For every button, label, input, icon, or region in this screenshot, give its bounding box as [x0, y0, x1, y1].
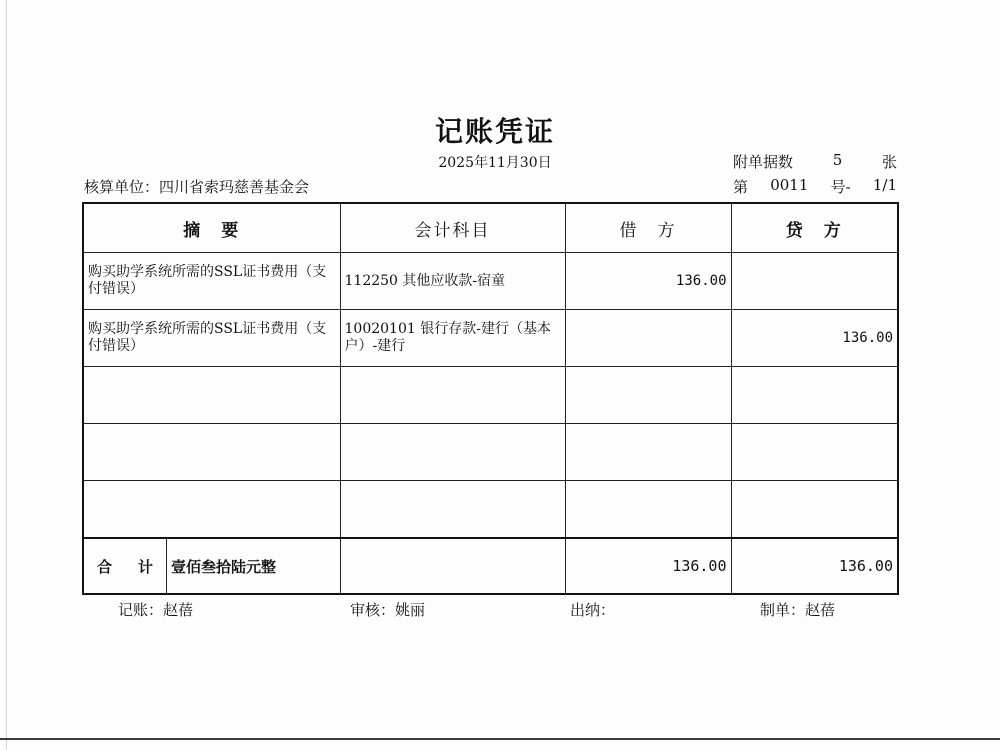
attachment-count	[733, 151, 897, 172]
table-row	[83, 310, 898, 367]
row-summary: 购买助学系统所需的SSL证书费用（支付错误）	[83, 253, 340, 310]
row-debit	[565, 310, 731, 367]
row-account	[340, 424, 565, 481]
row-credit	[731, 481, 898, 539]
row-credit	[731, 424, 898, 481]
row-account	[340, 367, 565, 424]
table-row	[83, 253, 898, 310]
header-account: 会计科目	[340, 203, 565, 253]
voucher-date: 2025年11月30日	[438, 155, 552, 171]
voucher-page: 1/1	[872, 176, 897, 194]
row-summary: 购买助学系统所需的SSL证书费用（支付错误）	[83, 310, 340, 367]
row-account	[340, 481, 565, 539]
voucher-title: 记账凭证	[434, 115, 555, 148]
table-header-row	[83, 203, 898, 253]
total-row	[83, 538, 898, 594]
reviewer-name: 姚丽	[395, 601, 426, 619]
reviewer	[350, 599, 425, 620]
voucher-table	[82, 202, 899, 595]
row-debit	[565, 481, 731, 539]
total-amount-words: 壹佰叁拾陆元整	[171, 557, 277, 576]
bookkeeper	[118, 599, 193, 620]
reviewer-label: 审核：	[350, 601, 396, 619]
preparer-name: 赵蓓	[805, 601, 836, 619]
scan-edge-bottom	[0, 738, 1000, 740]
header-credit: 贷 方	[731, 203, 898, 253]
cashier-label: 出纳：	[570, 601, 616, 619]
row-credit	[731, 367, 898, 424]
total-label-cell	[84, 539, 167, 593]
voucher-number	[733, 176, 897, 197]
table-row	[83, 481, 898, 539]
row-summary	[83, 367, 340, 424]
total-cell	[83, 538, 340, 594]
table-row	[83, 367, 898, 424]
total-label-ji: 计	[137, 557, 153, 576]
row-credit: 136.00	[731, 310, 898, 367]
row-account: 112250 其他应收款-宿童	[340, 253, 565, 310]
total-words-cell	[167, 539, 340, 593]
unit-name: 四川省索玛慈善基金会	[159, 178, 310, 196]
accounting-unit	[84, 176, 309, 197]
preparer	[760, 599, 835, 620]
row-account: 10020101 银行存款-建行（基本户）-建行	[340, 310, 565, 367]
total-credit: 136.00	[731, 538, 898, 594]
voucher-number-suffix: 号-	[830, 178, 851, 196]
row-debit: 136.00	[565, 253, 731, 310]
preparer-label: 制单：	[760, 601, 806, 619]
header-summary: 摘 要	[83, 203, 340, 253]
row-debit	[565, 424, 731, 481]
row-debit	[565, 367, 731, 424]
attachment-number: 5	[832, 151, 843, 169]
row-credit	[731, 253, 898, 310]
total-debit: 136.00	[565, 538, 731, 594]
voucher-number-prefix: 第	[733, 178, 749, 196]
total-label	[84, 556, 166, 577]
total-label-he: 合	[96, 557, 112, 576]
attachment-label: 附单据数	[733, 153, 794, 171]
table-row	[83, 424, 898, 481]
row-summary	[83, 424, 340, 481]
attachment-unit: 张	[881, 153, 897, 171]
bookkeeper-name: 赵蓓	[163, 601, 194, 619]
voucher-number-value: 0011	[770, 176, 809, 194]
total-account-cell	[340, 538, 565, 594]
bookkeeper-label: 记账：	[118, 601, 164, 619]
row-summary	[83, 481, 340, 539]
header-debit: 借 方	[565, 203, 731, 253]
cashier	[570, 599, 615, 620]
unit-label: 核算单位：	[84, 178, 160, 196]
